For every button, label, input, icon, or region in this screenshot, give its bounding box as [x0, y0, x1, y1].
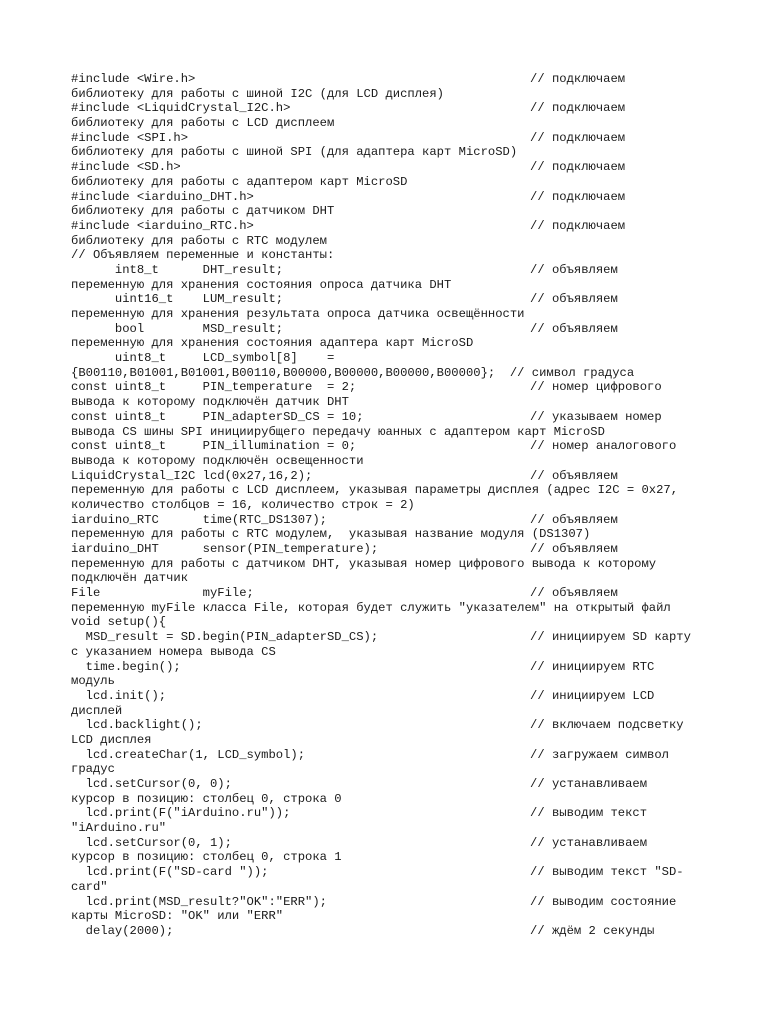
code-line	[0, 615, 768, 630]
code-comment: // объявляем	[530, 292, 618, 307]
code-comment: // подключаем	[530, 101, 626, 116]
code-text: delay(2000);	[71, 923, 174, 938]
code-text: lcd.backlight();	[71, 718, 203, 733]
code-line	[0, 380, 768, 395]
code-text: iarduino_RTC time(RTC_DS1307);	[71, 512, 327, 527]
code-text: библиотеку для работы с LCD дисплеем	[71, 116, 335, 131]
code-line	[0, 263, 768, 278]
code-text: card"	[71, 879, 108, 894]
code-line	[0, 439, 768, 454]
code-text: lcd.setCursor(0, 0);	[71, 777, 232, 791]
code-line	[0, 292, 768, 307]
code-comment: // подключаем	[530, 130, 626, 145]
code-text: вывода CS шины SPI инициирубщего передачу юанных с адаптером карт MicroSD	[71, 424, 605, 439]
code-text: переменную для хранения результата опроса датчика освещённости	[71, 307, 525, 321]
code-comment: // объявляем	[530, 321, 618, 336]
code-line	[0, 204, 768, 219]
code-text: #include <iarduino_DHT.h>	[71, 189, 254, 204]
code-line	[0, 116, 768, 131]
code-line	[0, 777, 768, 792]
code-text: #include <LiquidCrystal_I2C.h>	[71, 101, 291, 116]
code-text: курсор в позицию: столбец 0, строка 0	[71, 791, 342, 806]
code-text: вывода к которому подключён освещенности	[71, 453, 364, 468]
code-text: карты MicroSD: "OK" или "ERR"	[71, 909, 284, 924]
code-comment: // объявляем	[530, 586, 618, 601]
code-line	[0, 72, 768, 87]
code-comment: // объявляем	[530, 468, 618, 483]
code-text: переменную для работы с LCD дисплеем, указывая параметры дисплея (адрес I2C = 0x27,	[71, 483, 679, 498]
code-line	[0, 909, 768, 924]
code-text: const uint8_t PIN_illumination = 0;	[71, 439, 357, 454]
code-line	[0, 175, 768, 190]
code-line	[0, 571, 768, 586]
code-line	[0, 542, 768, 557]
code-line	[0, 160, 768, 175]
code-text: lcd.print(F("SD-card "));	[71, 865, 269, 880]
code-line	[0, 351, 768, 366]
code-text: lcd.print(F("iArduino.ru"));	[71, 806, 291, 821]
code-text: #include <SD.h>	[71, 160, 181, 175]
code-comment: // включаем подсветку	[530, 718, 684, 733]
code-comment: // загружаем символ	[530, 747, 669, 762]
code-line	[0, 645, 768, 660]
code-comment: // номер цифрового	[530, 380, 662, 395]
code-line	[0, 248, 768, 263]
code-text: вывода к которому подключён датчик DHT	[71, 395, 349, 410]
code-line	[0, 101, 768, 116]
code-text: const uint8_t PIN_temperature = 2;	[71, 380, 357, 395]
code-line	[0, 718, 768, 733]
code-text: void setup(){	[71, 615, 167, 630]
code-comment: // инициируем SD карту	[530, 630, 691, 645]
code-text: lcd.print(MSD_result?"OK":"ERR");	[71, 894, 327, 909]
code-line	[0, 733, 768, 748]
code-text: LiquidCrystal_I2C lcd(0x27,16,2);	[71, 468, 313, 483]
code-text: библиотеку для работы с RTC модулем	[71, 233, 327, 248]
code-text: int8_t DHT_result;	[71, 262, 284, 277]
code-text: библиотеку для работы с адаптером карт MicroSD	[71, 174, 408, 189]
code-line	[0, 865, 768, 880]
code-text: MSD_result = SD.begin(PIN_adapterSD_CS);	[71, 630, 379, 645]
code-line	[0, 689, 768, 704]
code-text: переменную для работы с RTC модулем, указывая название модуля (DS1307)	[71, 527, 591, 542]
code-line	[0, 557, 768, 572]
code-line	[0, 674, 768, 689]
code-text: {B00110,B01001,B01001,B00110,B00000,B00000,B00000,B00000}; // символ градуса	[71, 365, 635, 380]
code-comment: // ждём 2 секунды	[530, 923, 655, 938]
code-comment: // объявляем	[530, 262, 618, 277]
code-line	[0, 762, 768, 777]
code-line	[0, 748, 768, 763]
code-comment: // подключаем	[530, 189, 626, 204]
code-text: lcd.init();	[71, 688, 167, 703]
code-text: дисплей	[71, 703, 123, 718]
code-listing	[0, 72, 768, 939]
code-comment: // подключаем	[530, 160, 626, 175]
code-line	[0, 87, 768, 102]
code-line	[0, 924, 768, 939]
code-comment: // подключаем	[530, 218, 626, 233]
code-comment: // выводим текст "SD-	[530, 865, 684, 880]
code-line	[0, 880, 768, 895]
code-comment: // выводим состояние	[530, 894, 677, 909]
code-line	[0, 601, 768, 616]
code-text: количество столбцов = 16, количество строк = 2)	[71, 497, 415, 512]
code-line	[0, 395, 768, 410]
code-text: bool MSD_result;	[71, 321, 284, 336]
code-text: const uint8_t PIN_adapterSD_CS = 10;	[71, 409, 364, 424]
code-text: #include <iarduino_RTC.h>	[71, 218, 254, 233]
code-text: lcd.setCursor(0, 1);	[71, 835, 232, 850]
code-line	[0, 190, 768, 205]
code-line	[0, 278, 768, 293]
code-line	[0, 792, 768, 807]
code-text: time.begin();	[71, 659, 181, 674]
code-line	[0, 145, 768, 160]
code-line	[0, 821, 768, 836]
code-line	[0, 322, 768, 337]
code-comment: // подключаем	[530, 72, 626, 86]
code-text: uint16_t LUM_result;	[71, 292, 284, 307]
code-line	[0, 498, 768, 513]
code-text: переменную для хранения состояния адаптера карт MicroSD	[71, 336, 474, 351]
code-text: iarduino_DHT sensor(PIN_temperature);	[71, 542, 379, 556]
code-text: подключён датчик	[71, 571, 189, 586]
code-line	[0, 483, 768, 498]
code-line	[0, 850, 768, 865]
code-text: LCD дисплея	[71, 732, 152, 747]
code-line	[0, 307, 768, 322]
code-text: переменную myFile класса File, которая будет служить "указателем" на открытый файл	[71, 600, 671, 615]
code-comment: // объявляем	[530, 542, 618, 556]
code-text: курсор в позицию: столбец 0, строка 1	[71, 850, 342, 865]
code-text: модуль	[71, 674, 115, 689]
code-comment: // устанавливаем	[530, 835, 648, 850]
code-comment: // выводим текст	[530, 806, 648, 821]
code-comment: // номер аналогового	[530, 439, 677, 454]
code-text: библиотеку для работы с датчиком DHT	[71, 204, 335, 219]
code-line	[0, 234, 768, 249]
code-line	[0, 469, 768, 484]
code-line	[0, 806, 768, 821]
code-line	[0, 219, 768, 234]
code-line	[0, 527, 768, 542]
code-text: lcd.createChar(1, LCD_symbol);	[71, 747, 306, 762]
code-text: uint8_t LCD_symbol[8] =	[71, 351, 335, 366]
code-comment: // объявляем	[530, 512, 618, 527]
code-line	[0, 366, 768, 381]
code-line	[0, 454, 768, 469]
code-comment: // устанавливаем	[530, 777, 648, 791]
code-text: "iArduino.ru"	[71, 821, 167, 836]
code-text: библиотеку для работы с шиной SPI (для адаптера карт MicroSD)	[71, 145, 518, 160]
code-comment: // указываем номер	[530, 409, 662, 424]
code-line	[0, 660, 768, 675]
code-text: градус	[71, 762, 115, 777]
code-text: библиотеку для работы с шиной I2C (для LCD дисплея)	[71, 86, 444, 101]
code-text: #include <SPI.h>	[71, 130, 189, 145]
code-line	[0, 836, 768, 851]
code-line	[0, 704, 768, 719]
code-text: #include <Wire.h>	[71, 72, 196, 86]
code-text: переменную для работы с датчиком DHT, указывая номер цифрового вывода к которому	[71, 556, 657, 571]
code-text: File myFile;	[71, 586, 254, 601]
code-line	[0, 895, 768, 910]
code-line	[0, 410, 768, 425]
code-line	[0, 336, 768, 351]
code-line	[0, 586, 768, 601]
code-line	[0, 131, 768, 146]
code-comment: // инициируем RTC	[530, 659, 655, 674]
code-line	[0, 513, 768, 528]
code-line	[0, 425, 768, 440]
code-text: // Объявляем переменные и константы:	[71, 248, 335, 263]
code-line	[0, 630, 768, 645]
code-text: переменную для хранения состояния опроса датчика DHT	[71, 277, 452, 292]
code-text: с указанием номера вывода CS	[71, 644, 276, 659]
code-comment: // инициируем LCD	[530, 688, 655, 703]
